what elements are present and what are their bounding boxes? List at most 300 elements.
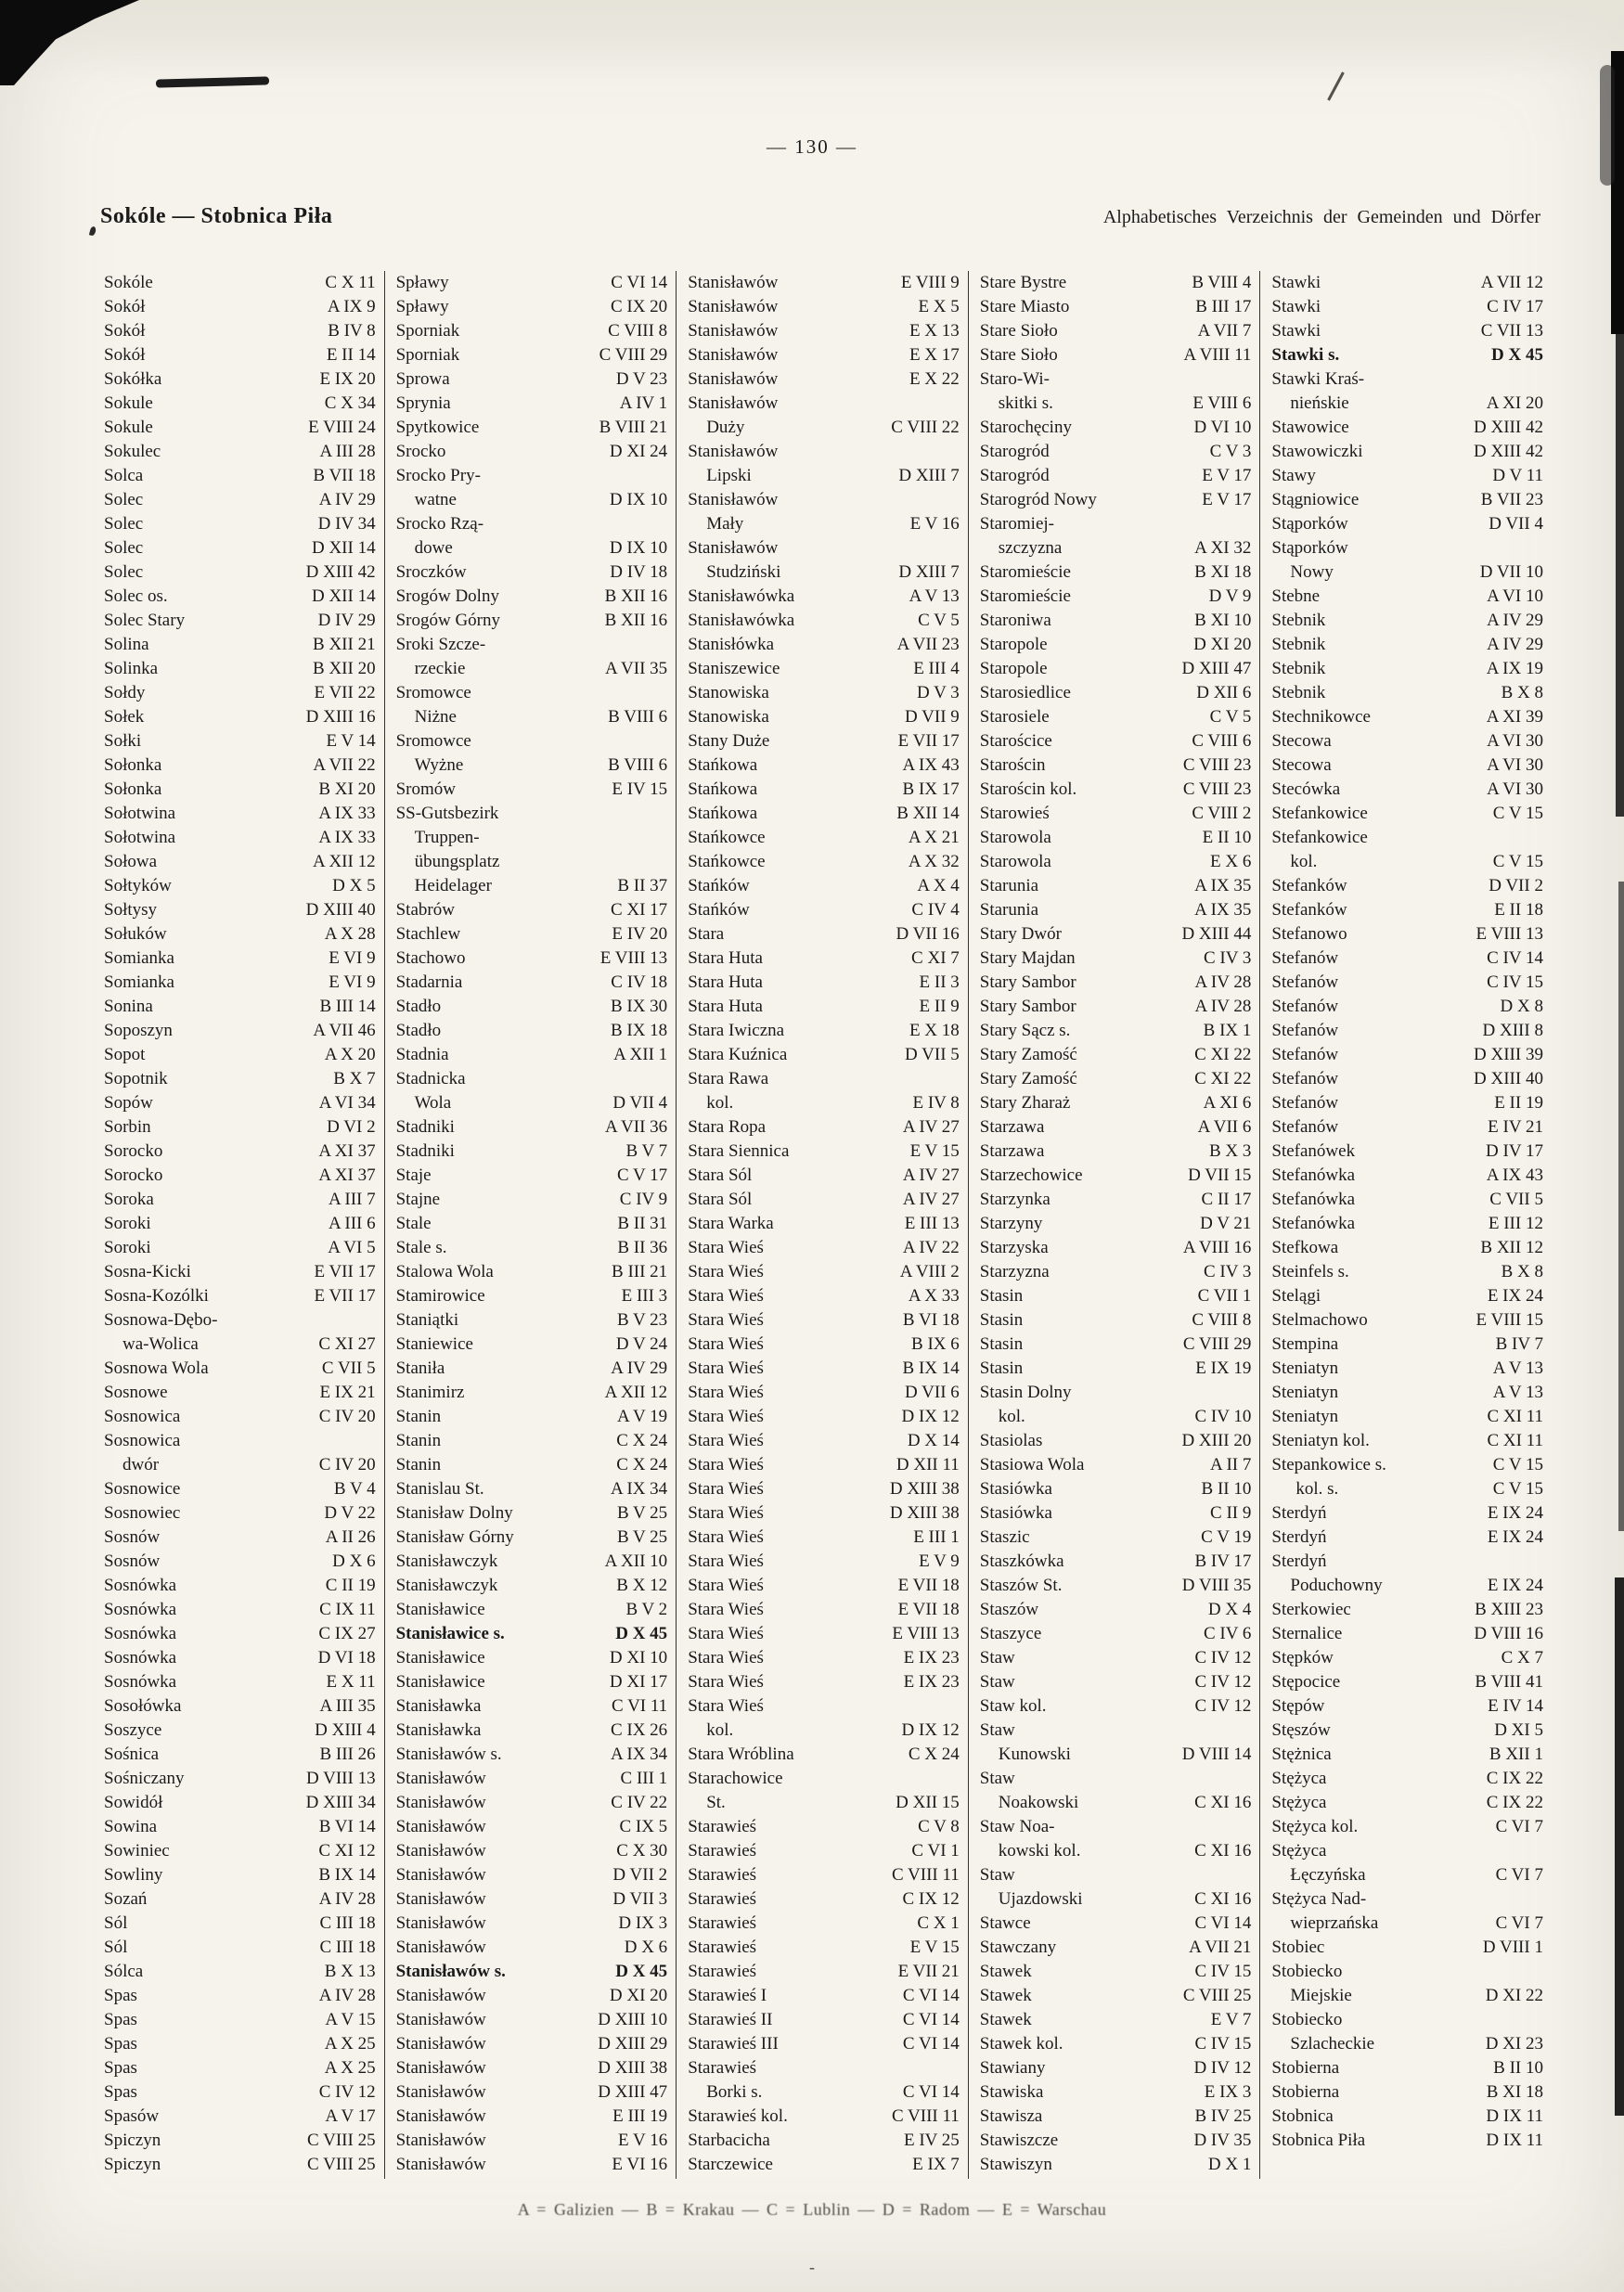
place-code: D IV 35 [1193, 2131, 1252, 2150]
index-entry [980, 2105, 1252, 2129]
place-name: Sośnica [104, 1745, 160, 1764]
index-entry [980, 560, 1252, 585]
place-name: Staszów [979, 1600, 1039, 1619]
index-entry [980, 512, 1252, 560]
entry-line [396, 1791, 668, 1815]
index-entry [688, 2153, 960, 2177]
place-name: Stare Miasto [979, 297, 1070, 316]
entry-line [104, 946, 376, 971]
entry-line [688, 536, 960, 560]
index-entry [980, 367, 1252, 416]
place-code: B II 36 [617, 1238, 668, 1257]
place-code: E VII 17 [314, 1286, 376, 1306]
place-name: Sterkowiec [1271, 1600, 1351, 1619]
index-entry [396, 392, 668, 416]
entry-line [104, 802, 376, 826]
entry-line [688, 922, 960, 946]
place-code: C VI 7 [1495, 1913, 1543, 1933]
scan-artifact-right-edge-3 [1618, 882, 1624, 1531]
index-entry [396, 464, 668, 512]
place-name: Stara Wieś [688, 1286, 764, 1306]
index-entry [396, 1212, 668, 1236]
index-entry [688, 1067, 960, 1115]
index-entry [1271, 1236, 1543, 1260]
entry-line [980, 1791, 1252, 1815]
entry-line [396, 1043, 668, 1067]
place-name: Stara Wieś [688, 1407, 764, 1426]
index-entry [104, 1501, 376, 1526]
entry-line [104, 778, 376, 802]
place-code: C X 24 [616, 1455, 668, 1474]
place-name: Stadło [395, 1021, 442, 1040]
entry-line [980, 1405, 1252, 1429]
entry-line [688, 802, 960, 826]
index-entry [104, 874, 376, 898]
index-entry [1271, 753, 1543, 778]
index-entry [1271, 1501, 1543, 1526]
entry-line [980, 343, 1252, 367]
place-name: Stara Wieś [688, 1527, 764, 1547]
place-code: A VII 23 [896, 635, 960, 654]
entry-line [688, 850, 960, 874]
entry-line [1271, 1719, 1543, 1743]
place-code: E IX 23 [903, 1672, 960, 1692]
index-title: Alphabetisches Verzeichnis der Gemeinden und Dörfer [1102, 207, 1540, 227]
place-name: Starawieś [688, 2058, 757, 2078]
place-name: Stanisławów [395, 1865, 486, 1885]
place-code: C X 24 [908, 1745, 960, 1764]
index-entry [104, 1984, 376, 2008]
index-entry [396, 1936, 668, 1960]
place-name: Sromów [395, 779, 456, 799]
index-entry [104, 1477, 376, 1501]
place-code: B III 14 [319, 997, 376, 1016]
entry-line [688, 488, 960, 512]
index-entry [396, 1429, 668, 1453]
entry-line [396, 753, 668, 778]
index-entry [688, 343, 960, 367]
place-code: A VII 6 [1197, 1117, 1252, 1137]
index-entry [980, 343, 1252, 367]
index-entry [980, 681, 1252, 705]
place-name: Stęszów [1271, 1720, 1331, 1740]
place-name: Stanisławów [688, 345, 779, 365]
place-code: D X 4 [1207, 1600, 1252, 1619]
entry-line [980, 585, 1252, 609]
place-name: Starawieś I [688, 1986, 767, 2005]
place-name: Sosnówka [104, 1600, 177, 1619]
place-code: A VI 30 [1487, 731, 1543, 751]
index-entry [688, 657, 960, 681]
entry-line [1271, 1550, 1543, 1574]
index-entry [396, 1598, 668, 1622]
place-code: E II 18 [1494, 900, 1543, 920]
index-entry [1271, 1622, 1543, 1646]
place-name: Sosnowiec [104, 1503, 181, 1523]
index-entry [396, 1839, 668, 1863]
place-name: Staniątki [395, 1310, 459, 1330]
entry-line [688, 2008, 960, 2032]
place-code: D X 45 [615, 1624, 668, 1643]
place-code: B XI 20 [318, 779, 376, 799]
entry-line [1271, 1598, 1543, 1622]
index-entry [688, 1477, 960, 1501]
index-entry [1271, 1960, 1543, 2008]
place-code: D IX 12 [901, 1720, 960, 1740]
index-entry [688, 1115, 960, 1140]
index-entry [104, 1550, 376, 1574]
index-entry [1271, 1091, 1543, 1115]
place-name: Srogów Górny [395, 611, 501, 630]
index-entry [1271, 1284, 1543, 1308]
entry-line [396, 2056, 668, 2080]
place-code: D XIII 20 [1181, 1431, 1252, 1450]
entry-line [980, 512, 1252, 536]
place-code: E V 17 [1202, 466, 1252, 485]
entry-line [1271, 295, 1543, 319]
place-code: A X 4 [917, 876, 960, 895]
index-entry [980, 440, 1252, 464]
entry-line [688, 416, 960, 440]
index-entry [688, 1308, 960, 1333]
place-name: Starowieś [979, 804, 1050, 823]
index-entry [104, 1887, 376, 1912]
entry-line [396, 416, 668, 440]
index-entry [104, 1357, 376, 1381]
index-entry [396, 2080, 668, 2105]
place-code: C XI 22 [1194, 1069, 1252, 1088]
index-entry [104, 2080, 376, 2105]
place-code: D VII 15 [1188, 1165, 1252, 1185]
place-code: D XIII 47 [1181, 659, 1252, 678]
place-code: C V 5 [918, 611, 960, 630]
index-entry [980, 1188, 1252, 1212]
place-code: E V 15 [909, 1141, 960, 1161]
entry-line [688, 1357, 960, 1381]
place-code: D XI 22 [1485, 1986, 1543, 2005]
bottom-mark: - [809, 2258, 815, 2276]
place-name: Stanisław Górny [395, 1527, 514, 1547]
entry-line [688, 1067, 960, 1091]
entry-line [1271, 536, 1543, 560]
place-code: C IV 12 [1194, 1648, 1252, 1667]
entry-line [688, 1140, 960, 1164]
entry-line [396, 1140, 668, 1164]
index-entry [980, 1140, 1252, 1164]
index-entry [980, 1115, 1252, 1140]
entry-line [980, 898, 1252, 922]
place-code: A IX 9 [327, 297, 376, 316]
index-entry [104, 367, 376, 392]
entry-line [688, 1429, 960, 1453]
place-name: Staszów St. [979, 1576, 1063, 1595]
entry-line [980, 1188, 1252, 1212]
place-name: Stefanówka [1271, 1165, 1356, 1185]
place-name: Starzawa [979, 1141, 1045, 1161]
place-code: D IX 3 [618, 1913, 668, 1933]
index-entry [1271, 488, 1543, 512]
place-code: C VI 14 [611, 273, 668, 292]
entry-line [688, 946, 960, 971]
place-name: Stelmachowo [1271, 1310, 1368, 1330]
place-name: Sokół [104, 345, 146, 365]
index-entry [1271, 512, 1543, 536]
place-code: A X 33 [908, 1286, 960, 1306]
place-code: C IV 17 [1487, 297, 1543, 316]
place-code: D VII 10 [1479, 562, 1543, 582]
index-entry [980, 657, 1252, 681]
place-code: C XI 12 [318, 1841, 376, 1861]
index-entry [104, 850, 376, 874]
entry-line [980, 367, 1252, 392]
index-entry [688, 1694, 960, 1743]
entry-line [688, 1212, 960, 1236]
index-entry [1271, 609, 1543, 633]
place-code: A VII 22 [313, 755, 376, 775]
index-entry [688, 729, 960, 753]
place-code: D XIII 38 [598, 2058, 668, 2078]
index-entry [980, 1815, 1252, 1863]
index-entry [104, 1960, 376, 1984]
entry-line [980, 1767, 1252, 1791]
place-name: Stanisławów [395, 2058, 486, 2078]
place-name: Somianka [104, 972, 174, 992]
index-entry [396, 319, 668, 343]
index-entry [1271, 657, 1543, 681]
place-code: C VIII 23 [1182, 755, 1252, 775]
index-entry [980, 1646, 1252, 1670]
index-entry [688, 1405, 960, 1429]
place-name: Stawiany [979, 2058, 1046, 2078]
place-code: A IX 43 [902, 755, 960, 775]
entry-line [104, 392, 376, 416]
place-name: Steinfels s. [1271, 1262, 1349, 1281]
index-entry [104, 1260, 376, 1284]
place-name: Stanisławów [688, 273, 779, 292]
place-code: C II 9 [1210, 1503, 1252, 1523]
place-name: Starachowice [688, 1769, 783, 1788]
entry-line [1271, 1115, 1543, 1140]
entry-line [396, 1646, 668, 1670]
index-entry [396, 1646, 668, 1670]
index-entry [396, 1767, 668, 1791]
place-code: B XI 10 [1194, 611, 1252, 630]
place-name: Stawki [1271, 321, 1321, 341]
entry-line [980, 416, 1252, 440]
entry-line [396, 1694, 668, 1719]
place-code: E V 15 [909, 1938, 960, 1957]
entry-line [980, 1212, 1252, 1236]
place-code: E VI 9 [329, 948, 376, 968]
entry-line [104, 295, 376, 319]
place-name: Staropole [979, 659, 1048, 678]
index-entry [396, 512, 668, 560]
entry-line [980, 1550, 1252, 1574]
place-name: Stanisławice [395, 1648, 485, 1667]
index-entry [104, 1622, 376, 1646]
entry-line [104, 1501, 376, 1526]
entry-line [104, 1670, 376, 1694]
index-entry [1271, 440, 1543, 464]
index-entry [1271, 1140, 1543, 1164]
place-code: C V 15 [1492, 1455, 1543, 1474]
entry-line [980, 1091, 1252, 1115]
place-name: Stara Wieś [688, 1455, 764, 1474]
entry-line [104, 850, 376, 874]
place-code: C VI 11 [612, 1696, 668, 1716]
index-entry [1271, 1188, 1543, 1212]
place-code: C IV 12 [1194, 1672, 1252, 1692]
index-entry [688, 1236, 960, 1260]
place-name: Stefanów [1271, 948, 1339, 968]
index-entry [1271, 633, 1543, 657]
place-name: Stare Bystre [979, 273, 1067, 292]
entry-line [980, 609, 1252, 633]
index-entry [980, 1501, 1252, 1526]
entry-line [396, 850, 668, 874]
place-name: Starogród Nowy [979, 490, 1097, 509]
entry-line [688, 1743, 960, 1767]
entry-line [1271, 1526, 1543, 1550]
index-entry [980, 995, 1252, 1019]
entry-line [688, 1791, 960, 1815]
entry-line [396, 1863, 668, 1887]
place-name: nieńskie [1290, 393, 1349, 413]
entry-line [104, 2105, 376, 2129]
place-name: Stefanówek [1271, 1141, 1356, 1161]
index-entry [688, 2056, 960, 2105]
place-name: Srocko Rzą- [395, 514, 484, 534]
index-entry [104, 271, 376, 295]
index-entry [396, 1188, 668, 1212]
place-name: Srocko [395, 442, 446, 461]
index-entry [104, 536, 376, 560]
entry-line [688, 1719, 960, 1743]
place-name: Sołtyków [104, 876, 172, 895]
place-code: C VIII 25 [307, 2155, 376, 2174]
place-code: E VIII 13 [1476, 924, 1543, 944]
entry-line [980, 1357, 1252, 1381]
place-code: C VI 14 [902, 2010, 960, 2029]
index-entry [396, 1453, 668, 1477]
index-entry [980, 2153, 1252, 2177]
index-entry [980, 1598, 1252, 1622]
place-name: Stobnica [1271, 2106, 1334, 2126]
index-entry [688, 633, 960, 657]
index-entry [1271, 2080, 1543, 2105]
place-code: D VII 2 [1489, 876, 1543, 895]
index-entry [688, 536, 960, 585]
place-name: Stara Rawa [688, 1069, 769, 1088]
place-code: C IX 27 [318, 1624, 376, 1643]
place-name: Solec [104, 562, 144, 582]
index-entry [104, 609, 376, 633]
place-code: E IX 24 [1487, 1576, 1543, 1595]
entry-line [396, 295, 668, 319]
index-entry [980, 1043, 1252, 1067]
entry-line [396, 1743, 668, 1767]
place-name: Stągniowice [1271, 490, 1360, 509]
entry-line [688, 1646, 960, 1670]
entry-line [1271, 1694, 1543, 1719]
index-entry [396, 1863, 668, 1887]
entry-line [980, 778, 1252, 802]
index-entry [104, 1912, 376, 1936]
place-name: Stara Wieś [688, 1648, 764, 1667]
entry-line [396, 971, 668, 995]
place-code: C X 34 [324, 393, 376, 413]
entry-line [980, 1646, 1252, 1670]
place-code: B II 31 [617, 1214, 668, 1233]
running-head [100, 204, 1540, 229]
place-name: St. [706, 1793, 726, 1812]
entry-line [980, 826, 1252, 850]
index-entry [396, 1501, 668, 1526]
place-name: Sterdyń [1271, 1527, 1327, 1547]
place-name: Steniatyn [1271, 1407, 1339, 1426]
place-code: D XII 15 [896, 1793, 960, 1812]
entry-line [396, 1670, 668, 1694]
place-name: Staw Noa- [979, 1817, 1055, 1836]
entry-line [980, 1839, 1252, 1863]
place-code: A IV 28 [1194, 972, 1252, 992]
index-entry [688, 1260, 960, 1284]
entry-line [688, 1260, 960, 1284]
place-name: Sorocko [104, 1165, 163, 1185]
place-name: Sozań [104, 1889, 148, 1909]
entry-line [104, 1115, 376, 1140]
place-code: E IX 24 [1487, 1527, 1543, 1547]
place-name: Stawek [979, 2010, 1032, 2029]
place-code: A XII 10 [604, 1552, 668, 1571]
index-entry [980, 1960, 1252, 1984]
index-entry [396, 1308, 668, 1333]
index-entry [396, 1622, 668, 1646]
index-entry [1271, 2056, 1543, 2080]
place-name: Stefanowo [1271, 924, 1347, 944]
place-name: Soroki [104, 1238, 151, 1257]
place-name: Spławy [395, 273, 449, 292]
place-name: Staropole [979, 635, 1048, 654]
place-code: B XII 20 [313, 659, 376, 678]
entry-line [104, 1960, 376, 1984]
entry-line [688, 2129, 960, 2153]
place-name: Starunia [979, 900, 1039, 920]
place-name: Stanisławów [395, 1889, 486, 1909]
place-name: Stanisławów [395, 1986, 486, 2005]
entry-line [980, 2153, 1252, 2177]
place-name: Starawieś [688, 1938, 757, 1957]
place-name: Stara Wieś [688, 1696, 764, 1716]
place-code: B XI 18 [1194, 562, 1252, 582]
place-code: B XII 1 [1489, 1745, 1543, 1764]
place-code: C XI 16 [1194, 1889, 1252, 1909]
entry-line [980, 2105, 1252, 2129]
place-code: B XII 16 [604, 586, 668, 606]
place-code: D V 3 [917, 683, 960, 702]
entry-line [396, 1357, 668, 1381]
place-code: C XI 17 [610, 900, 668, 920]
place-code: D XIII 40 [305, 900, 376, 920]
entry-line [396, 922, 668, 946]
place-name: Spas [104, 2034, 137, 2054]
entry-line [1271, 585, 1543, 609]
place-name: Stawowiczki [1271, 442, 1363, 461]
entry-line [1271, 2008, 1543, 2032]
place-code: C IV 10 [1194, 1407, 1252, 1426]
index-entry [980, 1622, 1252, 1646]
entry-line [1271, 609, 1543, 633]
